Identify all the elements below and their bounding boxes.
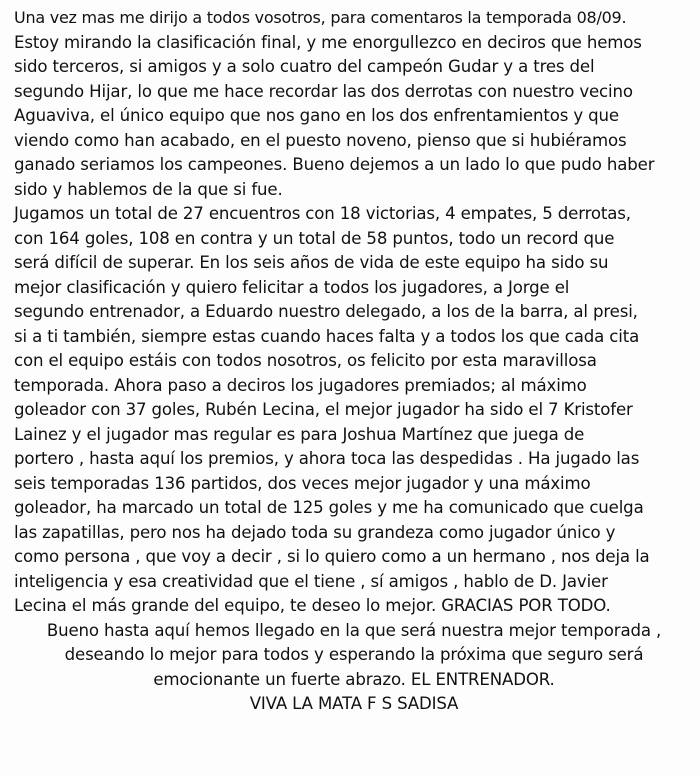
letter-line: mejor clasificación y quiero felicitar a todos los jugadores, a Jorge el [14,277,570,297]
closing-line: Bueno hasta aquí hemos llegado en la que será nuestra mejor temporada , [46,620,662,640]
letter-line: segundo entrenador, a Eduardo nuestro delegado, a los de la barra, al presi, [14,302,638,321]
letter-line: goleador, ha marcado un total de 125 goles y me ha comunicado que cuelga [14,498,644,517]
letter-line: Lainez y el jugador mas regular es para Joshua Martínez que juega de [14,424,585,444]
letter-line: será difícil de superar. En los seis años de vida de este equipo ha sido su [14,253,609,272]
letter-line: portero , hasta aquí los premios, y ahora toca las despedidas . Ha jugado las [14,449,640,468]
closing-line: deseando lo mejor para todos y esperando la próxima que seguro será [64,645,644,664]
letter-line: viendo como han acabado, en el puesto noveno, pienso que si hubiéramos [14,130,627,150]
letter-line: ganado seriamos los campeones. Bueno dejemos a un lado lo que pudo haber [14,155,655,174]
letter-line: sido y hablemos de la que si fue. [14,179,283,199]
letter-line: Una vez mas me dirijo a todos vosotros, para comentaros la temporada 08/09. [14,8,627,27]
letter-line: con el equipo estáis con todos nosotros, os felicito por esta maravillosa [14,351,597,370]
closing-line: emocionante un fuerte abrazo. EL ENTRENADOR. [153,669,555,689]
letter-line: Estoy mirando la clasificación final, y me enorgullezco en deciros que hemos [14,32,642,52]
letter-line: Aguaviva, el único equipo que nos gano en los dos enfrentamientos y que [14,106,619,125]
letter-line: Lecina el más grande del equipo, te deseo lo mejor. GRACIAS POR TODO. [14,596,611,615]
letter-line: seis temporadas 136 partidos, dos veces mejor jugador y una máximo [14,473,591,493]
letter-line: inteligencia y esa creatividad que el tiene , sí amigos , hablo de D. Javier [14,571,608,591]
letter-line: goleador con 37 goles, Rubén Lecina, el mejor jugador ha sido el 7 Kristofer [14,400,633,419]
letter-line: Jugamos un total de 27 encuentros con 18 victorias, 4 empates, 5 derrotas, [14,204,631,223]
letter-line: temporada. Ahora paso a deciros los jugadores premiados; al máximo [14,375,587,395]
letter-line: sido terceros, si amigos y a solo cuatro del campeón Gudar y a tres del [14,57,595,76]
letter-line: como persona , que voy a decir , si lo quiero como a un hermano , nos deja la [14,547,650,566]
letter-line: las zapatillas, pero nos ha dejado toda su grandeza como jugador único y [14,522,616,542]
letter-line: con 164 goles, 108 en contra y un total de 58 puntos, todo un record que [14,228,615,248]
letter-line: si a ti también, siempre estas cuando haces falta y a todos los que cada cita [14,326,640,346]
letter-line: segundo Hijar, lo que me hace recordar las dos derrotas con nuestro vecino [14,81,633,101]
signature: VIVA LA MATA F S SADISA [249,694,459,713]
